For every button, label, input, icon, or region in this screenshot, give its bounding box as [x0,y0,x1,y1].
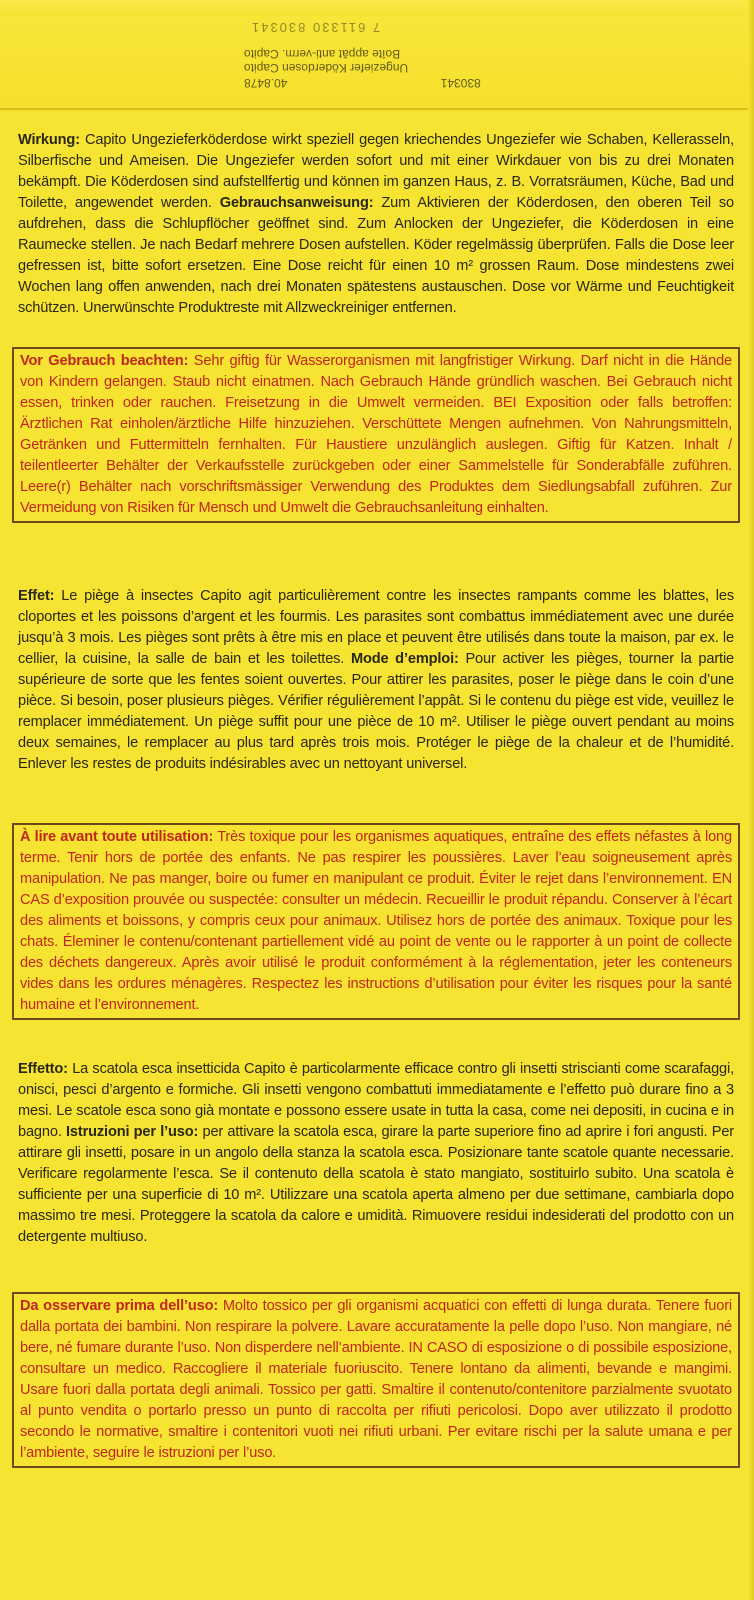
it-usage-text: per attivare la scatola esca, girare la parte superiore fino ad aprire i fori angusti. Per attirare gli insetti, posare in un angolo della stanza la scatola esca. Posizionare tante scatole quante necessarie. Verificare regolarmente l’esca. Se il contenuto della scatola è stato mangiato, sostituirlo subito. Una scatola è sufficiente per una superficie di 10 m². Utilizzare una scatola aperta almeno per due settimane, cambiarla dopo massimo tre mesi. Proteggere la scatola da calore e umidità. Rimuovere residui indesiderati del prodotto con un detergente multiuso. [18,1124,734,1245]
article-code-right: 830341 [440,76,481,90]
fr-warning-heading: À lire avant toute utilisation: [20,829,214,845]
fr-effect-heading: Effet: [18,588,55,604]
german-instructions [12,130,740,319]
it-usage-heading: Istruzioni per l’uso: [66,1124,199,1140]
fr-warning-text: Très toxique pour les organismes aquatiques, entraîne des effets néfastes à long terme. Tenir hors de portée des enfants. Ne pas respirer les poussières. Laver l’eau soigneusement après manipulation. Ne pas manger, boire ou fumer en manipulant ce produit. Éviter le rejet dans l’environnement. EN CAS d’exposition prouvée ou suspectée: consulter un médecin. Recueillir le produit répandu. Conserver à l’écart des aliments et boissons, y compris ceux pour animaux. Utilisez hors de portée des animaux. Toxique pour les chats. Éleminer le contenu/contenant partiellement vidé au point de vente ou le rapporter à un point de collecte des déchets dangereux. Après avoir utilisé le produit conformément à la réglementation, jeter les conteneurs vides dans les ordures ménagères. Respectez les instructions d’utilisation pour éviter les risques pour la santé humaine et l’environnement. [20,829,732,1013]
article-codes [244,76,481,90]
french-warning-box [12,823,740,1020]
italian-instructions [12,1059,740,1248]
french-instructions [12,586,740,775]
fr-effect-text: Le piège à insectes Capito agit particulièrement contre les insectes rampants comme les blattes, les cloportes et les poissons d’argent et les fourmis. Les parasites sont combattus immédiatement avec une durée jusqu’à 3 mois. Les pièges sont prêts à être mis en place et peuvent être utilisés dans toute la maison, par ex. le cellier, la cuisine, la salle de bain et les toilettes. [18,588,734,667]
german-warning-box [12,347,740,523]
it-effect-text: La scatola esca insetticida Capito è particolarmente efficace contro gli insetti striscianti come scarafaggi, onisci, pesci d’argento e formiche. Gli insetti vengono combattuti immediatamente e l’effetto può durare fino a 3 mesi. Le scatole esca sono già montate e possono essere usate in tutta la casa, come nei depositi, in cucina e in bagno. [18,1061,734,1140]
product-name-de: Ungeziefer Köderdosen Capito [244,61,409,75]
de-warning-text: Sehr giftig für Wasserorganismen mit langfristiger Wirkung. Darf nicht in die Hände von Kindern gelangen. Staub nicht einatmen. Nach Gebrauch Hände gründlich waschen. Bei Gebrauch nicht essen, trinken oder rauchen. Freisetzung in die Umwelt vermeiden. BEI Exposition oder falls betroffen: Ärztlichen Rat einholen/ärztliche Hilfe hinzuziehen. Verschüttete Mengen aufnehmen. Von Nahrungsmitteln, Getränken und Futtermitteln fernhalten. Für Haustiere unzulänglich auslegen. Giftig für Katzen. Inhalt / teilentleerter Behälter der Verkaufsstelle zurückgeben oder einer Sammelstelle für Sonderabfälle zuführen. Leere(r) Behälter nach vorschriftsmässiger Verwendung des Produktes dem Siedlungsabfall zuführen. Zur Vermeidung von Risiken für Mensch und Umwelt die Gebrauchsanleitung einhalten. [20,353,732,516]
de-warning-heading: Vor Gebrauch beachten: [20,353,189,369]
flap-edge [0,0,754,16]
barcode-digits: 7 611330 830341 [250,20,381,35]
article-code-left: 40.8478 [244,76,288,90]
de-effect-text: Capito Ungezieferköderdose wirkt speziell gegen kriechendes Ungeziefer wie Schaben, Kellerasseln, Silberfische und Ameisen. Die Ungeziefer werden sofort und mit einer Wirkdauer von bis zu drei Monaten bekämpft. Die Köderdosen sind aufstellfertig und können im ganzen Haus, z. B. Vorratsräumen, Küche, Bad und Toilette, angewendet werden. [18,132,734,211]
it-warning-text: Molto tossico per gli organismi acquatici con effetti di lunga durata. Tenere fuori dalla portata dei bambini. Non respirare la polvere. Lavare accuratamente la pelle dopo l’uso. Non mangiare, né bere, né fumare durante l’uso. Non disperdere nell’ambiente. IN CASO di esposizione o di possibile esposizione, consultare un medico. Raccogliere il materiale fuoriuscito. Tenere lontano da alimenti, bevande e mangimi. Usare fuori dalla portata degli animali. Tossico per gatti. Smaltire il contenuto/contenitore parzialmente svuotato al punto vendita o portarlo presso un punto di raccolta per rifiuti pericolosi. Dopo aver utilizzato il prodotto secondo le normative, smaltire i contenitori vuoti nei rifiuti urbani. Per evitare rischi per la salute umana e per l’ambiente, seguire le istruzioni per l’uso. [20,1298,733,1461]
fold-line [0,108,754,110]
it-warning-heading: Da osservare prima dell’uso: [20,1298,219,1314]
fr-usage-text: Pour activer les pièges, tourner la partie supérieure de sorte que les fentes soient ouvertes. Pour attirer les parasites, poser le piège dans le coin d’une pièce. Si besoin, poser plusieurs pièges. Vérifier régulièrement l’appât. Si le contenu du piège est vide, veuillez le remplacer immédiatement. Un piège suffit pour une pièce de 10 m². Utiliser le piège ouvert pendant au moins deux semaines, le remplacer au plus tard après trois mois. Protéger le piège de la chaleur et de l’humidité. Enlever les restes de produits indésirables avec un nettoyant universel. [18,651,735,772]
box-edge-shadow [748,0,754,1600]
de-usage-text: Zum Aktivieren der Köderdosen, den oberen Teil so aufdrehen, dass die Schlupflöcher geöffnet sind. Zum Anlocken der Ungeziefer, die Köderdosen in eine Raumecke stellen. Je nach Bedarf mehrere Dosen aufstellen. Köder regelmässig überprüfen. Falls die Dose leer gefressen ist, bitte sofort ersetzen. Eine Dose reicht für einen 10 m² grossen Raum. Dose mindestens zwei Wochen lang offen anwenden, nach drei Monaten spätestens austauschen. Dose vor Wärme und Feuchtigkeit schützen. Unerwünschte Produktreste mit Allzweckreiniger entfernen. [18,195,734,316]
de-usage-heading: Gebrauchsanweisung: [219,195,374,211]
product-name-fr: Boîte appât anti-verm. Capito [244,47,401,61]
it-effect-heading: Effetto: [18,1061,68,1077]
fr-usage-heading: Mode d’emploi: [350,651,459,667]
italian-warning-box [12,1292,740,1468]
top-flap [0,0,754,112]
de-effect-heading: Wirkung: [18,132,80,148]
